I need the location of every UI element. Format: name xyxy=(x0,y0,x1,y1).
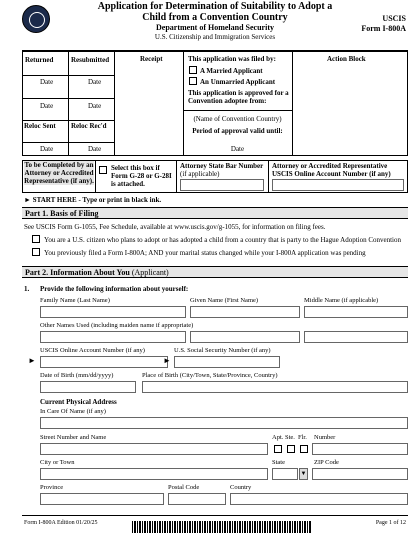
col-divider xyxy=(114,50,115,155)
row-divider xyxy=(22,142,114,143)
attorney-row-bottom xyxy=(22,192,408,193)
postal-input[interactable] xyxy=(168,493,226,505)
province-input[interactable] xyxy=(40,493,164,505)
office-box-top xyxy=(22,50,408,52)
row-divider xyxy=(22,75,114,76)
g28-label: Select this box if Form G-28 or G-28I is attached. xyxy=(111,164,172,188)
returned-label: Returned xyxy=(25,56,54,64)
footer-rule xyxy=(22,515,408,516)
row-divider xyxy=(183,110,292,111)
flr-checkbox[interactable] xyxy=(300,445,308,453)
dhs-seal-icon xyxy=(22,5,50,33)
other-names-input-2[interactable] xyxy=(190,331,300,343)
middle-name-label: Middle Name (if applicable) xyxy=(304,297,379,304)
fee-schedule-text: See USCIS Form G-1055, Fee Schedule, available at www.uscis.gov/g-1055, for information on filing fees. xyxy=(24,223,326,231)
state-label: State xyxy=(272,459,285,466)
married-label: A Married Applicant xyxy=(200,67,263,75)
form-id xyxy=(361,14,406,34)
attorney-border xyxy=(95,160,96,192)
start-here: ► START HERE - Type or print in black ink. xyxy=(24,196,162,204)
ssn-input[interactable] xyxy=(174,356,280,368)
care-of-label: In Care Of Name (if any) xyxy=(40,408,106,415)
office-box-right xyxy=(407,50,408,155)
part2-title-text: Part 2. Information About You xyxy=(25,268,130,277)
online-account-label: USCIS Online Account Number (if any) xyxy=(40,347,145,354)
street-label: Street Number and Name xyxy=(40,434,107,441)
given-name-input[interactable] xyxy=(190,306,300,318)
arrow-icon: ► xyxy=(28,356,36,365)
date-label: Date xyxy=(40,145,54,153)
part2-title-suffix: (Applicant) xyxy=(131,268,169,277)
other-names-input-3[interactable] xyxy=(304,331,408,343)
state-select[interactable] xyxy=(272,468,298,480)
care-of-input[interactable] xyxy=(40,417,408,429)
if-applicable-label: (if applicable) xyxy=(180,170,220,178)
unmarried-label: An Unmarried Applicant xyxy=(200,78,276,86)
family-name-label: Family Name (Last Name) xyxy=(40,297,110,304)
given-name-label: Given Name (First Name) xyxy=(190,297,259,304)
other-names-label: Other Names Used (including maiden name if appropriate) xyxy=(40,322,194,329)
number-label: Number xyxy=(314,434,336,441)
convention-country-label: (Name of Convention Country) xyxy=(193,115,282,123)
basis-option2-label: You previously filed a Form I-800A; AND your marital status changed while your I-800A application was pending xyxy=(44,249,366,257)
current-address-heading: Current Physical Address xyxy=(40,398,117,406)
province-label: Province xyxy=(40,484,64,491)
zip-label: ZIP Code xyxy=(314,459,339,466)
office-box-left xyxy=(22,50,23,155)
g28-checkbox[interactable] xyxy=(99,166,107,174)
flr-label: Flr. xyxy=(298,434,307,441)
part2-title xyxy=(22,266,408,278)
col-divider xyxy=(292,50,293,155)
middle-name-input[interactable] xyxy=(304,306,408,318)
filed-by-label: This application was filed by: xyxy=(188,55,276,63)
barcode-icon xyxy=(132,521,312,533)
country-input[interactable] xyxy=(230,493,408,505)
family-name-input[interactable] xyxy=(40,306,186,318)
basis-option1-checkbox[interactable] xyxy=(32,235,40,243)
other-names-input-1[interactable] xyxy=(40,331,186,343)
action-block-label: Action Block xyxy=(327,55,366,63)
reloc-sent-label: Reloc Sent xyxy=(24,122,56,130)
unmarried-checkbox[interactable] xyxy=(189,77,197,85)
form-title: Application for Determination of Suitability to Adopt a Child from a Convention Country xyxy=(97,1,333,23)
bar-number-input[interactable] xyxy=(180,179,264,191)
receipt-label: Receipt xyxy=(140,55,163,63)
country-label: Country xyxy=(230,484,252,491)
item-1-text: Provide the following information about yourself: xyxy=(40,285,189,293)
office-box-bottom xyxy=(22,155,408,156)
col-divider xyxy=(68,50,69,155)
apt-label: Apt. xyxy=(272,434,284,441)
ste-checkbox[interactable] xyxy=(287,445,295,453)
bar-number-label: Attorney State Bar Number xyxy=(180,162,264,170)
form-number: Form I-800A xyxy=(361,24,406,33)
attorney-border xyxy=(176,160,177,192)
ssn-label: U.S. Social Security Number (if any) xyxy=(174,347,271,354)
reloc-recd-label: Reloc Rec'd xyxy=(71,122,107,130)
rep-online-account-input[interactable] xyxy=(272,179,404,191)
attorney-border xyxy=(22,160,23,192)
date-label: Date xyxy=(88,78,102,86)
approval-period-label: Period of approval valid until: xyxy=(192,127,283,135)
department-name: Department of Homeland Security xyxy=(156,23,274,32)
date-label: Date xyxy=(230,145,245,153)
city-input[interactable] xyxy=(40,468,268,480)
resubmitted-label: Resubmitted xyxy=(71,56,110,64)
approved-for-label: This application is approved for a Convention adoptee from: xyxy=(188,89,289,105)
rep-online-account-label: Attorney or Accredited Representative USCIS Online Account Number (if any) xyxy=(272,162,391,178)
date-label: Date xyxy=(40,78,54,86)
attorney-border xyxy=(407,160,408,192)
attorney-border xyxy=(268,160,269,192)
item-1-number: 1. xyxy=(24,285,30,293)
completed-by-label: To be Completed by an Attorney or Accredited Representative (if any). xyxy=(24,161,94,185)
dob-input[interactable] xyxy=(40,381,136,393)
city-label: City or Town xyxy=(40,459,75,466)
apt-checkbox[interactable] xyxy=(274,445,282,453)
col-divider xyxy=(183,50,184,155)
agency-name: U.S. Citizenship and Immigration Services xyxy=(154,33,276,41)
date-label: Date xyxy=(88,145,102,153)
pob-input[interactable] xyxy=(142,381,408,393)
dob-label: Date of Birth (mm/dd/yyyy) xyxy=(40,372,114,379)
pob-label: Place of Birth (City/Town, State/Province, Country) xyxy=(142,372,278,379)
basis-option1-label: You are a U.S. citizen who plans to adopt or has adopted a child from a country that is party to the Hague Adoption Convention xyxy=(44,236,401,244)
row-divider xyxy=(22,98,114,99)
page-number: Page 1 of 12 xyxy=(375,520,406,526)
street-input[interactable] xyxy=(40,443,268,455)
basis-option2-checkbox[interactable] xyxy=(32,248,40,256)
apt-number-input[interactable] xyxy=(312,443,408,455)
chevron-down-icon[interactable]: ▼ xyxy=(299,468,308,480)
part1-title: Part 1. Basis of Filing xyxy=(22,207,408,219)
form-edition: Form I-800A Edition 01/20/25 xyxy=(24,520,98,526)
arrow-icon: ► xyxy=(163,356,171,365)
form-agency: USCIS xyxy=(382,14,406,23)
row-divider xyxy=(22,120,114,121)
date-label: Date xyxy=(40,102,54,110)
date-label: Date xyxy=(88,102,102,110)
married-checkbox[interactable] xyxy=(189,66,197,74)
postal-label: Postal Code xyxy=(168,484,200,491)
zip-input[interactable] xyxy=(312,468,408,480)
ste-label: Ste. xyxy=(285,434,295,441)
online-account-input[interactable] xyxy=(40,356,168,368)
